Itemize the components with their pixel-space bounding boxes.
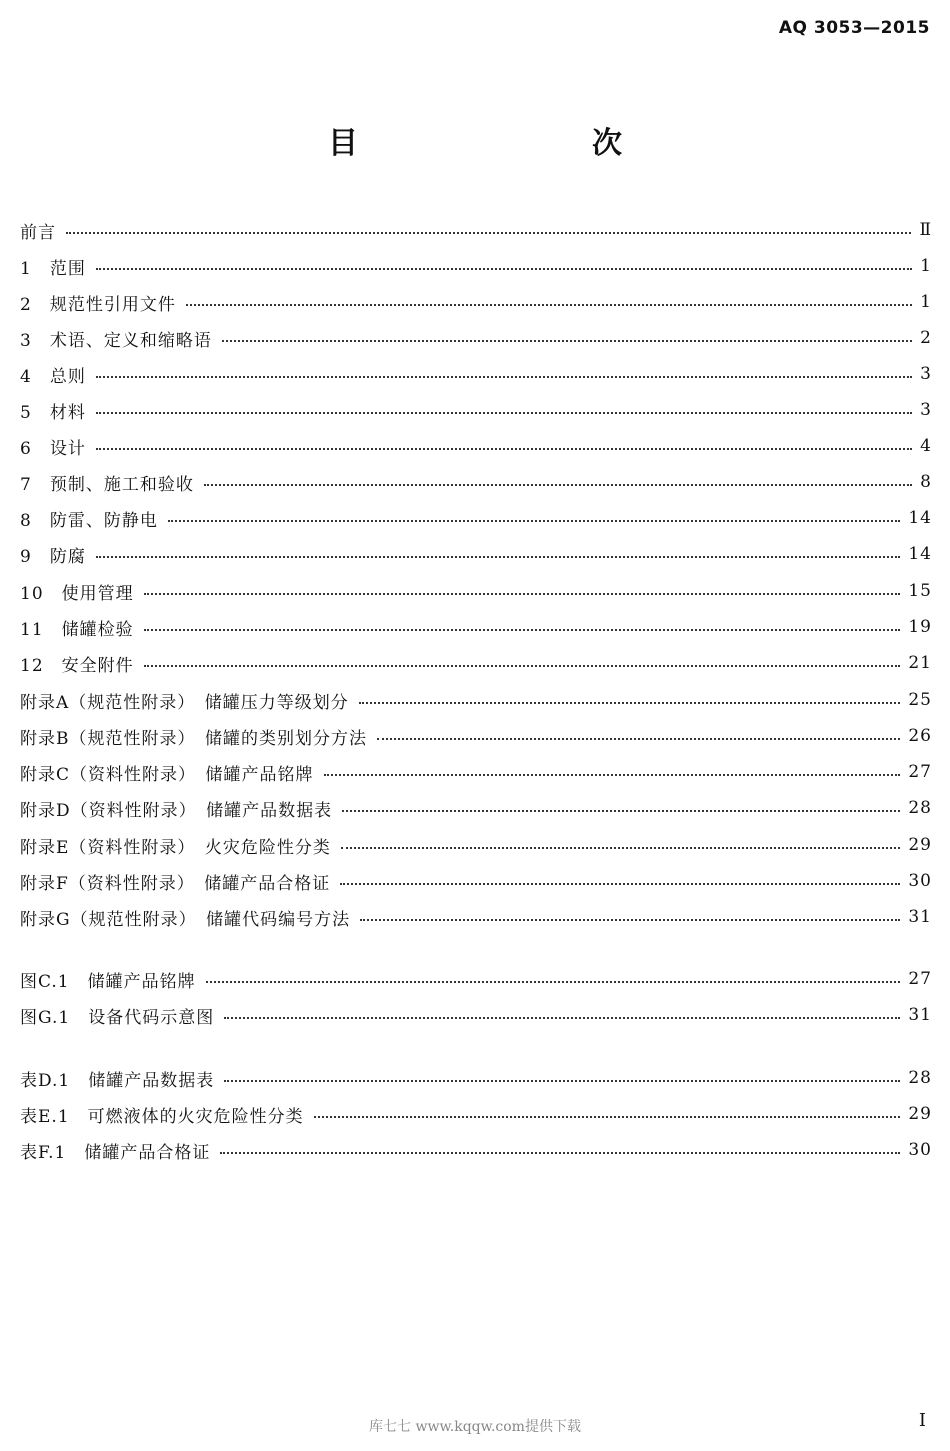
toc-entry-page: 2 xyxy=(920,328,932,348)
figure-entry-label: 图G.1 设备代码示意图 xyxy=(20,1007,215,1028)
toc-entry[interactable] xyxy=(20,505,932,531)
toc-entry-page: 19 xyxy=(908,617,932,637)
dot-leader xyxy=(342,810,900,812)
footer-watermark: 库七七 www.kqqw.com提供下载 xyxy=(369,1419,581,1435)
dot-leader xyxy=(220,1152,900,1154)
dot-leader xyxy=(168,520,901,522)
dot-leader xyxy=(324,774,901,776)
toc-entry-page: Ⅱ xyxy=(919,220,932,240)
dot-leader xyxy=(186,304,912,306)
toc-entry-page: 1 xyxy=(920,256,932,276)
toc-entry[interactable] xyxy=(20,217,932,243)
dot-leader xyxy=(224,1017,900,1019)
toc-entry-label: 9 防腐 xyxy=(20,546,86,567)
toc-entry-page: 26 xyxy=(908,726,932,746)
toc-entry[interactable] xyxy=(20,289,932,315)
toc-entry-page: 3 xyxy=(920,364,932,384)
figure-entry[interactable] xyxy=(20,966,932,992)
table-entry[interactable] xyxy=(20,1065,932,1091)
toc-entry[interactable] xyxy=(20,541,932,567)
dot-leader xyxy=(144,665,901,667)
dot-leader xyxy=(66,232,911,234)
dot-leader xyxy=(340,883,900,885)
toc-entry-label: 2 规范性引用文件 xyxy=(20,294,176,315)
toc-entry[interactable] xyxy=(20,795,932,821)
dot-leader xyxy=(377,738,900,740)
toc-entry-label: 10 使用管理 xyxy=(20,583,134,604)
dot-leader xyxy=(206,981,901,983)
toc-entry[interactable] xyxy=(20,253,932,279)
toc-entry[interactable] xyxy=(20,325,932,351)
figure-entry-label: 图C.1 储罐产品铭牌 xyxy=(20,971,196,992)
toc-entry[interactable] xyxy=(20,397,932,423)
toc-entry-label: 12 安全附件 xyxy=(20,655,134,676)
toc-entry[interactable] xyxy=(20,361,932,387)
toc-entry-label: 附录C（资料性附录） 储罐产品铭牌 xyxy=(20,764,314,785)
dot-leader xyxy=(341,847,900,849)
dot-leader xyxy=(359,702,901,704)
toc-entry-label: 1 范围 xyxy=(20,258,86,279)
page-title: 目 次 xyxy=(328,126,680,161)
toc-entry-label: 附录F（资料性附录） 储罐产品合格证 xyxy=(20,873,331,894)
dot-leader xyxy=(96,448,912,450)
table-entry[interactable] xyxy=(20,1137,932,1163)
dot-leader xyxy=(96,268,912,270)
dot-leader xyxy=(96,376,912,378)
toc-entry-label: 5 材料 xyxy=(20,402,86,423)
dot-leader xyxy=(204,484,912,486)
figure-entry-page: 31 xyxy=(908,1005,932,1025)
toc-entry-page: 27 xyxy=(908,762,932,782)
dot-leader xyxy=(222,340,912,342)
toc-entry-page: 4 xyxy=(920,436,932,456)
dot-leader xyxy=(360,919,900,921)
toc-entry[interactable] xyxy=(20,578,932,604)
toc-entry[interactable] xyxy=(20,687,932,713)
toc-entry-page: 25 xyxy=(908,690,932,710)
toc-entry-label: 8 防雷、防静电 xyxy=(20,510,158,531)
toc-entry-label: 附录G（规范性附录） 储罐代码编号方法 xyxy=(20,909,351,930)
toc-entry[interactable] xyxy=(20,904,932,930)
dot-leader xyxy=(96,412,912,414)
table-entry-label: 表E.1 可燃液体的火灾危险性分类 xyxy=(20,1106,304,1127)
dot-leader xyxy=(96,556,901,558)
toc-entry-page: 28 xyxy=(908,798,932,818)
toc-entry-label: 6 设计 xyxy=(20,438,86,459)
figure-entry[interactable] xyxy=(20,1002,932,1028)
dot-leader xyxy=(144,629,901,631)
standard-code: AQ 3053—2015 xyxy=(778,18,930,38)
table-entry-label: 表D.1 储罐产品数据表 xyxy=(20,1070,215,1091)
toc-entry[interactable] xyxy=(20,832,932,858)
toc-entry-page: 1 xyxy=(920,292,932,312)
toc-entry[interactable] xyxy=(20,759,932,785)
toc-entry-page: 30 xyxy=(908,871,932,891)
dot-leader xyxy=(314,1116,901,1118)
toc-entry-label: 3 术语、定义和缩略语 xyxy=(20,330,212,351)
table-entry-page: 29 xyxy=(908,1104,932,1124)
toc-entry-page: 3 xyxy=(920,400,932,420)
toc-entry-label: 前言 xyxy=(20,222,56,243)
toc-entry[interactable] xyxy=(20,723,932,749)
toc-entry-label: 11 储罐检验 xyxy=(20,619,134,640)
toc-entry-label: 4 总则 xyxy=(20,366,86,387)
toc-entry-page: 14 xyxy=(908,508,932,528)
dot-leader xyxy=(144,593,901,595)
toc-entry[interactable] xyxy=(20,433,932,459)
toc-entry-label: 附录E（资料性附录） 火灾危险性分类 xyxy=(20,837,331,858)
table-entry-label: 表F.1 储罐产品合格证 xyxy=(20,1142,211,1163)
toc-entry-label: 附录D（资料性附录） 储罐产品数据表 xyxy=(20,800,333,821)
toc-entry[interactable] xyxy=(20,868,932,894)
dot-leader xyxy=(224,1080,900,1082)
toc-entry-page: 21 xyxy=(908,653,932,673)
table-entry[interactable] xyxy=(20,1101,932,1127)
toc-entry-page: 15 xyxy=(908,581,932,601)
toc-entry[interactable] xyxy=(20,469,932,495)
toc-entry-page: 14 xyxy=(908,544,932,564)
toc-entry-label: 7 预制、施工和验收 xyxy=(20,474,194,495)
figure-entry-page: 27 xyxy=(908,969,932,989)
toc-entry-page: 31 xyxy=(908,907,932,927)
toc-entry[interactable] xyxy=(20,614,932,640)
page-number: I xyxy=(918,1410,926,1431)
toc-entry[interactable] xyxy=(20,650,932,676)
toc-entry-label: 附录A（规范性附录） 储罐压力等级划分 xyxy=(20,692,349,713)
toc-entry-page: 8 xyxy=(920,472,932,492)
toc-entry-page: 29 xyxy=(908,835,932,855)
table-entry-page: 30 xyxy=(908,1140,932,1160)
table-entry-page: 28 xyxy=(908,1068,932,1088)
toc-entry-label: 附录B（规范性附录） 储罐的类别划分方法 xyxy=(20,728,367,749)
